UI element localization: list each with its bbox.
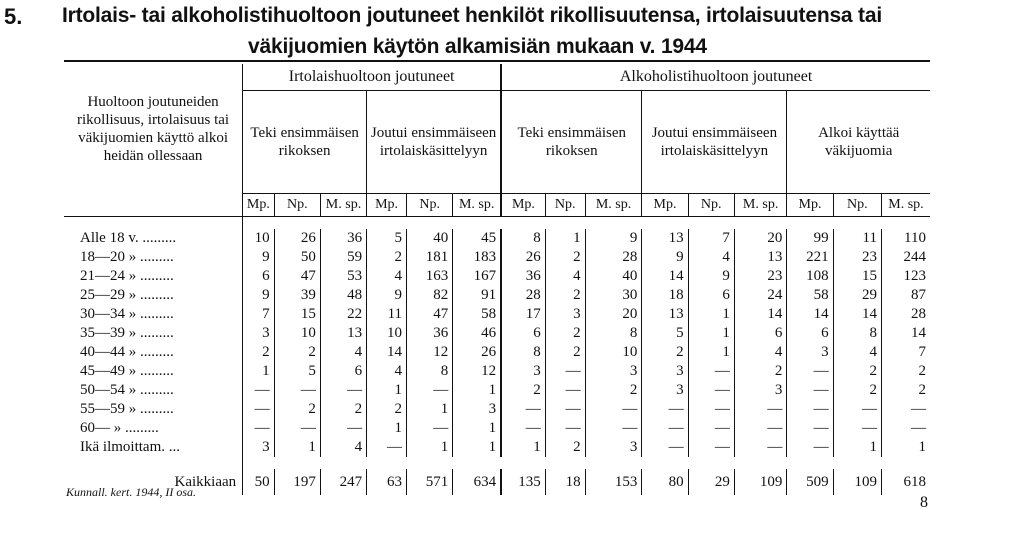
table-cell: 2 — [320, 400, 366, 419]
table-row — [64, 419, 930, 438]
table-cell: 6 — [734, 324, 787, 343]
table-cell: 10 — [367, 324, 407, 343]
table-cell: 47 — [274, 267, 320, 286]
table-cell: — — [367, 438, 407, 457]
total-cell: 18 — [545, 469, 585, 495]
table-row — [64, 362, 930, 381]
table-cell: — — [881, 400, 930, 419]
table-cell: — — [734, 438, 787, 457]
col-label: Mp. — [367, 194, 407, 217]
total-cell: 50 — [254, 473, 270, 490]
table-cell: 9 — [642, 248, 688, 267]
table-cell: 3 — [453, 400, 501, 419]
table-cell: — — [734, 400, 787, 419]
subheader-alko-vagrancy: Joutui ensimmäiseen irtolaiskäsittelyyn — [642, 91, 787, 194]
table-cell: 3 — [545, 305, 585, 324]
table-cell: 8 — [501, 343, 545, 362]
table-cell: 15 — [833, 267, 881, 286]
table-cell: — — [833, 400, 881, 419]
table-cell: 10 — [585, 343, 642, 362]
table-cell: 36 — [501, 267, 545, 286]
total-cell: 571 — [407, 469, 453, 495]
table-cell: 8 — [501, 229, 545, 248]
table-cell: 1 — [367, 419, 407, 438]
table-cell: 1 — [407, 438, 453, 457]
col-label: Np. — [274, 194, 320, 217]
table-cell: 3 — [642, 381, 688, 400]
table-row — [64, 438, 930, 457]
table-cell: — — [688, 438, 734, 457]
table-cell: — — [787, 381, 833, 400]
statistics-table — [64, 64, 930, 495]
table-cell: — — [407, 419, 453, 438]
table-cell: — — [545, 362, 585, 381]
table-cell: 13 — [642, 229, 688, 248]
table-cell: 14 — [787, 305, 833, 324]
table-cell: 8 — [833, 324, 881, 343]
row-label: 55—59 » ......... — [64, 400, 243, 419]
table-cell: 123 — [881, 267, 930, 286]
table-cell: 4 — [688, 248, 734, 267]
table-cell: — — [881, 419, 930, 438]
table-cell: 2 — [367, 248, 407, 267]
table-cell: 11 — [833, 229, 881, 248]
table-row — [64, 400, 930, 419]
table-cell: 9 — [262, 287, 270, 303]
total-cell: 109 — [833, 469, 881, 495]
col-label: M. sp. — [881, 194, 930, 217]
row-label: 40—44 » ......... — [64, 343, 243, 362]
table-cell: — — [787, 362, 833, 381]
table-cell: 26 — [274, 229, 320, 248]
table-cell: 2 — [367, 400, 407, 419]
table-cell: 45 — [453, 229, 501, 248]
table-cell: 9 — [585, 229, 642, 248]
table-cell: 40 — [407, 229, 453, 248]
table-cell: 36 — [407, 324, 453, 343]
table-cell: 15 — [274, 305, 320, 324]
table-cell: 1 — [833, 438, 881, 457]
table-cell: — — [545, 381, 585, 400]
table-cell: — — [833, 419, 881, 438]
row-label: 21—24 » ......... — [64, 267, 243, 286]
table-cell: 2 — [274, 343, 320, 362]
col-label: Mp. — [501, 194, 545, 217]
col-label: M. sp. — [585, 194, 642, 217]
table-cell: 181 — [407, 248, 453, 267]
table-cell: 2 — [585, 381, 642, 400]
subheader-alko-drinking: Alkoi käyttää väkijuomia — [787, 91, 930, 194]
table-cell: 7 — [262, 306, 270, 322]
table-cell: 163 — [407, 267, 453, 286]
table-cell: — — [254, 401, 270, 417]
table-cell: — — [545, 419, 585, 438]
table-cell: 14 — [833, 305, 881, 324]
table-cell: 2 — [881, 381, 930, 400]
table-cell: — — [787, 438, 833, 457]
table-cell: 3 — [585, 362, 642, 381]
row-label: 50—54 » ......... — [64, 381, 243, 400]
table-cell: 4 — [367, 362, 407, 381]
table-cell: 4 — [734, 343, 787, 362]
table-cell: 50 — [274, 248, 320, 267]
table-cell: — — [501, 400, 545, 419]
table-row — [64, 229, 930, 248]
table-cell: 20 — [734, 229, 787, 248]
table-cell: 1 — [367, 381, 407, 400]
table-cell: 82 — [407, 286, 453, 305]
table-cell: 2 — [833, 362, 881, 381]
total-cell: 29 — [688, 469, 734, 495]
table-cell: 87 — [881, 286, 930, 305]
table-cell: 46 — [453, 324, 501, 343]
group-header-irtolais: Irtolaishuoltoon joutuneet — [243, 64, 501, 91]
table-cell: 1 — [407, 400, 453, 419]
total-cell: 135 — [501, 469, 545, 495]
total-cell: 153 — [585, 469, 642, 495]
table-cell: 1 — [262, 363, 270, 379]
row-label: 18—20 » ......... — [64, 248, 243, 267]
table-cell: 3 — [262, 439, 270, 455]
table-row — [64, 343, 930, 362]
table-cell: 13 — [734, 248, 787, 267]
table-cell: 4 — [320, 438, 366, 457]
table-cell: 13 — [320, 324, 366, 343]
subheader-irto-crime: Teki ensimmäisen rikoksen — [250, 125, 359, 159]
table-cell: 6 — [688, 286, 734, 305]
table-cell: 2 — [501, 381, 545, 400]
table-cell: 2 — [545, 324, 585, 343]
col-label: M. sp. — [734, 194, 787, 217]
table-cell: — — [320, 419, 366, 438]
table-cell: 14 — [881, 324, 930, 343]
page-number: 8 — [920, 494, 928, 511]
col-label: Np. — [407, 194, 453, 217]
table-cell: 6 — [787, 324, 833, 343]
table-cell: 2 — [545, 438, 585, 457]
table-cell: — — [787, 419, 833, 438]
table-cell: 28 — [585, 248, 642, 267]
table-cell: 11 — [367, 305, 407, 324]
table-cell: 59 — [320, 248, 366, 267]
table-cell: 24 — [734, 286, 787, 305]
table-cell: 18 — [642, 286, 688, 305]
col-label: M. sp. — [320, 194, 366, 217]
table-cell: 4 — [367, 267, 407, 286]
source-footnote: Kunnall. kert. 1944, II osa. — [66, 485, 196, 499]
table-cell: 13 — [642, 305, 688, 324]
table-cell: 7 — [688, 229, 734, 248]
table-cell: 99 — [787, 229, 833, 248]
title-line-1: Irtolais- tai alkoholistihuoltoon joutuneet henkilöt rikollisuutensa, irtolaisuutensa tai — [62, 4, 882, 27]
table-row — [64, 324, 930, 343]
table-cell: 53 — [320, 267, 366, 286]
row-label: Alle 18 v. ......... — [64, 229, 243, 248]
row-label: 25—29 » ......... — [64, 286, 243, 305]
table-cell: 2 — [881, 362, 930, 381]
table-cell: 167 — [453, 267, 501, 286]
table-cell: 29 — [833, 286, 881, 305]
table-cell: 2 — [262, 344, 270, 360]
table-cell: 2 — [545, 248, 585, 267]
table-row — [64, 286, 930, 305]
table-cell: 10 — [274, 324, 320, 343]
table-cell: 28 — [881, 305, 930, 324]
total-label: Kaikkiaan — [64, 469, 243, 495]
table-cell: 6 — [320, 362, 366, 381]
table-row — [64, 267, 930, 286]
stub-header: Huoltoon joutuneiden rikollisuus, irtolaisuus tai väkijuomien käyttö alkoi heidän ollessaan — [64, 64, 243, 194]
table-cell: 1 — [274, 438, 320, 457]
table-cell: 2 — [833, 381, 881, 400]
total-cell: 80 — [642, 469, 688, 495]
table-cell: 12 — [453, 362, 501, 381]
table-cell: — — [688, 362, 734, 381]
row-label: 30—34 » ......... — [64, 305, 243, 324]
table-cell: 4 — [833, 343, 881, 362]
table-cell: 26 — [501, 248, 545, 267]
table-cell: 1 — [688, 343, 734, 362]
table-cell: 9 — [367, 286, 407, 305]
table-cell: 26 — [453, 343, 501, 362]
table-cell: 2 — [545, 343, 585, 362]
table-cell: 2 — [545, 286, 585, 305]
total-cell: 247 — [320, 469, 366, 495]
table-cell: 40 — [585, 267, 642, 286]
table-cell: — — [407, 381, 453, 400]
table-cell: 6 — [501, 324, 545, 343]
table-cell: 47 — [407, 305, 453, 324]
group-header-alkoholisti: Alkoholistihuoltoon joutuneet — [501, 64, 930, 91]
table-cell: — — [642, 419, 688, 438]
table-cell: 3 — [642, 362, 688, 381]
table-cell: — — [688, 400, 734, 419]
table-cell: 22 — [320, 305, 366, 324]
table-cell: 36 — [320, 229, 366, 248]
table-row — [64, 248, 930, 267]
table-cell: 28 — [501, 286, 545, 305]
title-line-2: väkijuomien käytön alkamisiän mukaan v. 1944 — [248, 35, 707, 58]
top-rule — [64, 60, 930, 62]
table-cell: 48 — [320, 286, 366, 305]
col-label: Mp. — [787, 194, 833, 217]
table-cell: 2 — [274, 400, 320, 419]
col-label: M. sp. — [453, 194, 501, 217]
table-cell: 1 — [688, 324, 734, 343]
table-cell: 5 — [642, 324, 688, 343]
table-row — [64, 381, 930, 400]
table-cell: 91 — [453, 286, 501, 305]
table-cell: 221 — [787, 248, 833, 267]
table-cell: 5 — [274, 362, 320, 381]
table-cell: 23 — [833, 248, 881, 267]
table-cell: 12 — [407, 343, 453, 362]
table-cell: — — [734, 419, 787, 438]
total-cell: 63 — [367, 469, 407, 495]
table-cell: 1 — [881, 438, 930, 457]
table-cell: — — [688, 381, 734, 400]
table-cell: 14 — [642, 267, 688, 286]
table-cell: 8 — [585, 324, 642, 343]
table-cell: — — [545, 400, 585, 419]
table-cell: 4 — [545, 267, 585, 286]
table-cell: 20 — [585, 305, 642, 324]
table-cell: — — [501, 419, 545, 438]
table-cell: — — [585, 419, 642, 438]
table-cell: 5 — [367, 229, 407, 248]
table-cell: — — [585, 400, 642, 419]
table-cell: 58 — [787, 286, 833, 305]
table-cell: — — [688, 419, 734, 438]
table-cell: 2 — [642, 343, 688, 362]
table-cell: — — [254, 382, 270, 398]
table-cell: 30 — [585, 286, 642, 305]
row-label: 35—39 » ......... — [64, 324, 243, 343]
col-label: Np. — [688, 194, 734, 217]
total-cell: 634 — [453, 469, 501, 495]
col-label: Mp. — [642, 194, 688, 217]
table-cell: — — [274, 381, 320, 400]
table-cell: 3 — [501, 362, 545, 381]
table-cell: — — [642, 400, 688, 419]
subheader-irto-vagrancy: Joutui ensimmäiseen irtolaiskäsittelyyn — [367, 91, 501, 194]
table-row — [64, 305, 930, 324]
row-label: 45—49 » ......... — [64, 362, 243, 381]
table-cell: 3 — [262, 325, 270, 341]
table-cell: 8 — [407, 362, 453, 381]
total-cell: 197 — [274, 469, 320, 495]
subheader-alko-crime: Teki ensimmäisen rikoksen — [501, 91, 642, 194]
table-cell: — — [274, 419, 320, 438]
table-cell: 9 — [688, 267, 734, 286]
table-cell: 3 — [787, 343, 833, 362]
table-cell: 2 — [734, 362, 787, 381]
table-cell: 10 — [254, 230, 270, 246]
row-label: 60— » ......... — [64, 419, 243, 438]
table-cell: 17 — [501, 305, 545, 324]
table-cell: 14 — [734, 305, 787, 324]
table-cell: 108 — [787, 267, 833, 286]
table-cell: — — [787, 400, 833, 419]
table-cell: 1 — [545, 229, 585, 248]
table-cell: 244 — [881, 248, 930, 267]
table-number: 5. — [4, 4, 23, 29]
table-cell: 14 — [367, 343, 407, 362]
table-cell: 7 — [881, 343, 930, 362]
table-cell: — — [254, 420, 270, 436]
total-cell: 509 — [787, 469, 833, 495]
table-cell: 3 — [585, 438, 642, 457]
row-label: Ikä ilmoittam. ... — [64, 438, 243, 457]
table-cell: — — [320, 381, 366, 400]
total-cell: 109 — [734, 469, 787, 495]
table-cell: 23 — [734, 267, 787, 286]
table-cell: 39 — [274, 286, 320, 305]
table-cell: 9 — [262, 249, 270, 265]
table-cell: 4 — [320, 343, 366, 362]
total-cell: 618 — [881, 469, 930, 495]
table-cell: 1 — [453, 438, 501, 457]
table-cell: 3 — [734, 381, 787, 400]
table-cell: — — [642, 438, 688, 457]
table-cell: 110 — [881, 229, 930, 248]
table-cell: 6 — [262, 268, 270, 284]
col-label: Mp. — [243, 194, 275, 217]
table-cell: 58 — [453, 305, 501, 324]
table-cell: 1 — [501, 438, 545, 457]
table-cell: 1 — [453, 419, 501, 438]
col-label: Np. — [545, 194, 585, 217]
table-cell: 183 — [453, 248, 501, 267]
table-cell: 1 — [453, 381, 501, 400]
col-label: Np. — [833, 194, 881, 217]
table-cell: 1 — [688, 305, 734, 324]
